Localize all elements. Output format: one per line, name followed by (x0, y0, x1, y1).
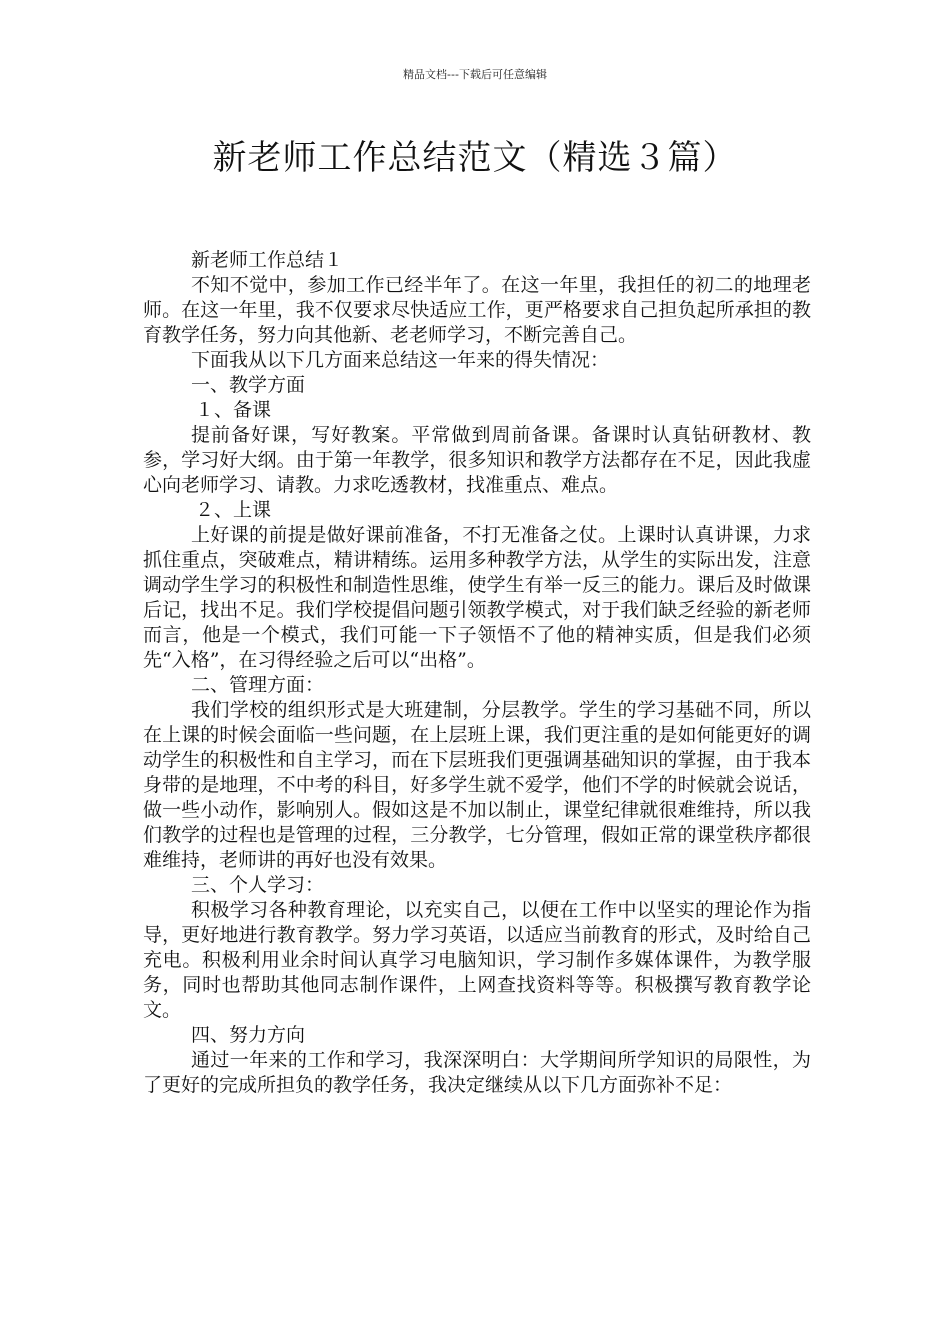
section-heading: 一、教学方面 (191, 374, 306, 396)
section-heading: 新老师工作总结１ (191, 249, 344, 271)
document-body (143, 248, 811, 1098)
section-heading: 三、个人学习： (191, 874, 325, 896)
body-paragraph: 不知不觉中，参加工作已经半年了。在这一年里，我担任的初二的地理老师。在这一年里，我不仅要求尽快适应工作，更严格要求自己担负起所承担的教育教学任务，努力向其他新、老老师学习，不断完善自己。 (143, 274, 811, 346)
section-heading: ２、上课 (195, 499, 272, 521)
body-paragraph: 提前备好课，写好教案。平常做到周前备课。备课时认真钻研教材、教参，学习好大纲。由于第一年教学，很多知识和教学方法都存在不足，因此我虚心向老师学习、请教。力求吃透教材，找准重点、难点。 (143, 424, 811, 496)
body-paragraph: 我们学校的组织形式是大班建制，分层教学。学生的学习基础不同，所以在上课的时候会面临一些问题，在上层班上课，我们更注重的是如何能更好的调动学生的积极性和自主学习，而在下层班我们更强调基础知识的掌握，由于我本身带的是地理，不中考的科目，好多学生就不爱学，他们不学的时候就会说话，做一些小动作，影响别人。假如这是不加以制止，课堂纪律就很难维持，所以我们教学的过程也是管理的过程，三分教学，七分管理，假如正常的课堂秩序都很难维持，老师讲的再好也没有效果。 (143, 699, 811, 871)
header-note: 精品文档---下载后可任意编辑 (403, 68, 547, 81)
body-paragraph: 积极学习各种教育理论，以充实自己，以便在工作中以坚实的理论作为指导，更好地进行教育教学。努力学习英语，以适应当前教育的形式，及时给自己充电。积极利用业余时间认真学习电脑知识，学习制作多媒体课件，为教学服务，同时也帮助其他同志制作课件，上网查找资料等等。积极撰写教育教学论文。 (143, 899, 811, 1021)
section-heading: １、备课 (195, 399, 272, 421)
document-title: 新老师工作总结范文（精选３篇） (212, 138, 738, 178)
body-paragraph: 通过一年来的工作和学习，我深深明白：大学期间所学知识的局限性，为了更好的完成所担负的教学任务，我决定继续从以下几方面弥补不足： (143, 1049, 811, 1096)
section-heading: 二、管理方面： (191, 674, 325, 696)
body-paragraph: 上好课的前提是做好课前准备，不打无准备之仗。上课时认真讲课，力求抓住重点，突破难点，精讲精练。运用多种教学方法，从学生的实际出发，注意调动学生学习的积极性和制造性思维，使学生有举一反三的能力。课后及时做课后记，找出不足。我们学校提倡问题引领教学模式，对于我们缺乏经验的新老师而言，他是一个模式，我们可能一下子领悟不了他的精神实质，但是我们必须先“入格”，在习得经验之后可以“出格”。 (143, 524, 811, 671)
section-heading: 四、努力方向 (191, 1024, 306, 1046)
body-paragraph: 下面我从以下几方面来总结这一年来的得失情况： (191, 349, 610, 371)
